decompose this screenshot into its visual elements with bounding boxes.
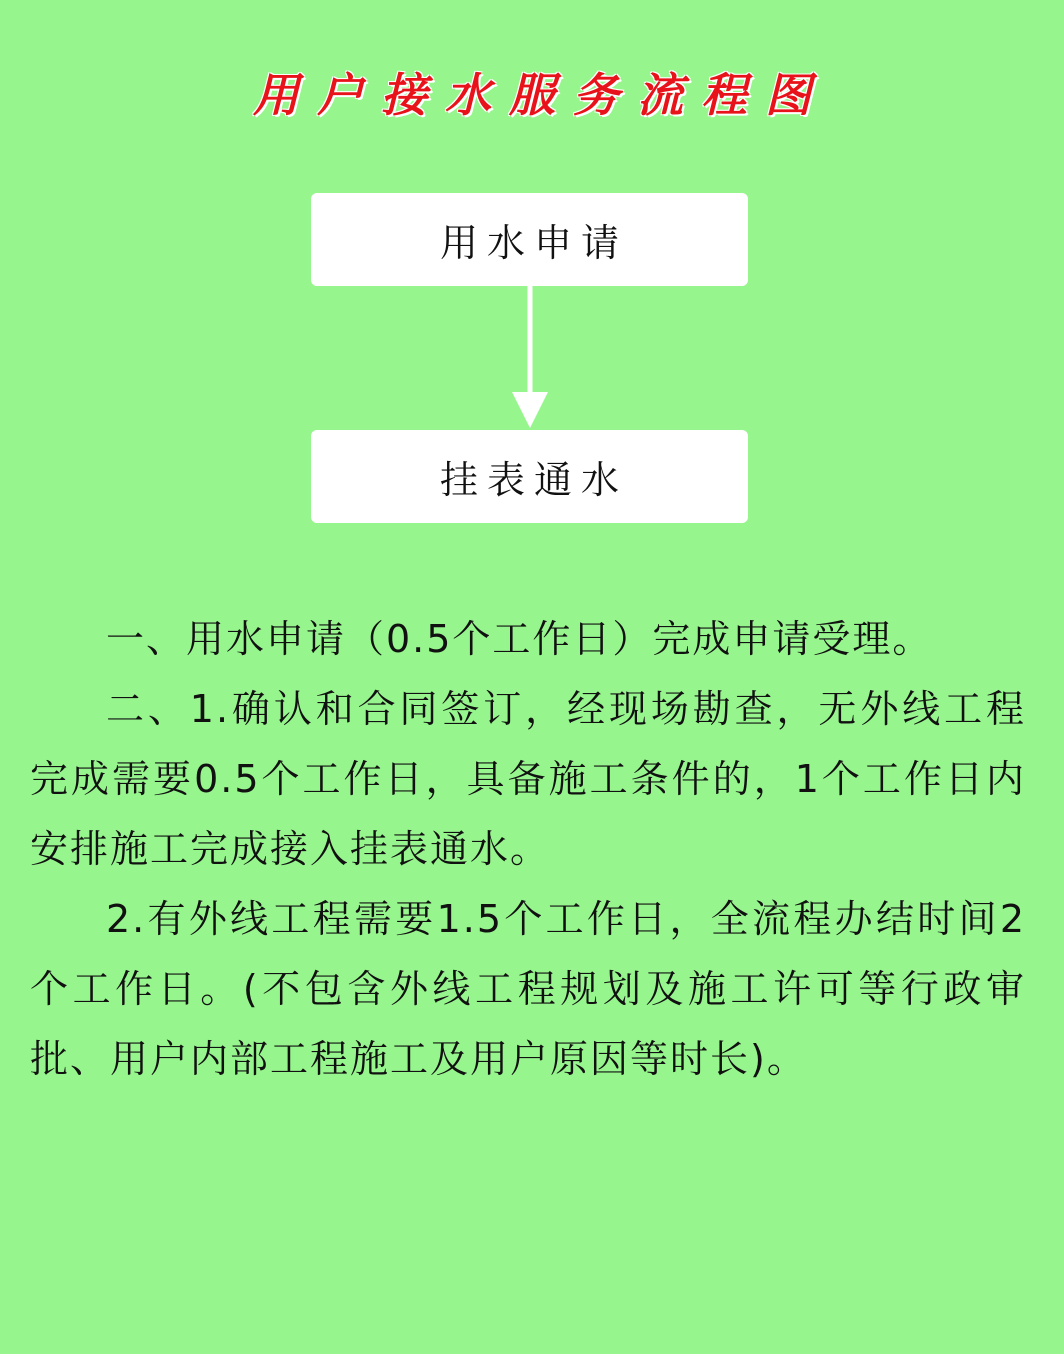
description-text <box>30 604 1026 1094</box>
flow-step-meter-install: 挂表通水 <box>311 430 748 523</box>
arrow-head <box>512 392 548 428</box>
page-title: 用户接水服务流程图 <box>253 68 829 122</box>
paragraph-external-works: 2.有外线工程需要1.5个工作日，全流程办结时间2个工作日。(不包含外线工程规划及施工许可等行政审批、用户内部工程施工及用户原因等时长)。 <box>30 897 1026 1081</box>
flow-step-water-application: 用水申请 <box>311 193 748 286</box>
paragraph-application: 一、用水申请（0.5个工作日）完成申请受理。 <box>106 617 933 661</box>
flow-arrow-down-icon <box>510 286 550 430</box>
paragraph-contract: 二、1.确认和合同签订，经现场勘查，无外线工程完成需要0.5个工作日，具备施工条件的，1个工作日内安排施工完成接入挂表通水。 <box>30 687 1026 871</box>
